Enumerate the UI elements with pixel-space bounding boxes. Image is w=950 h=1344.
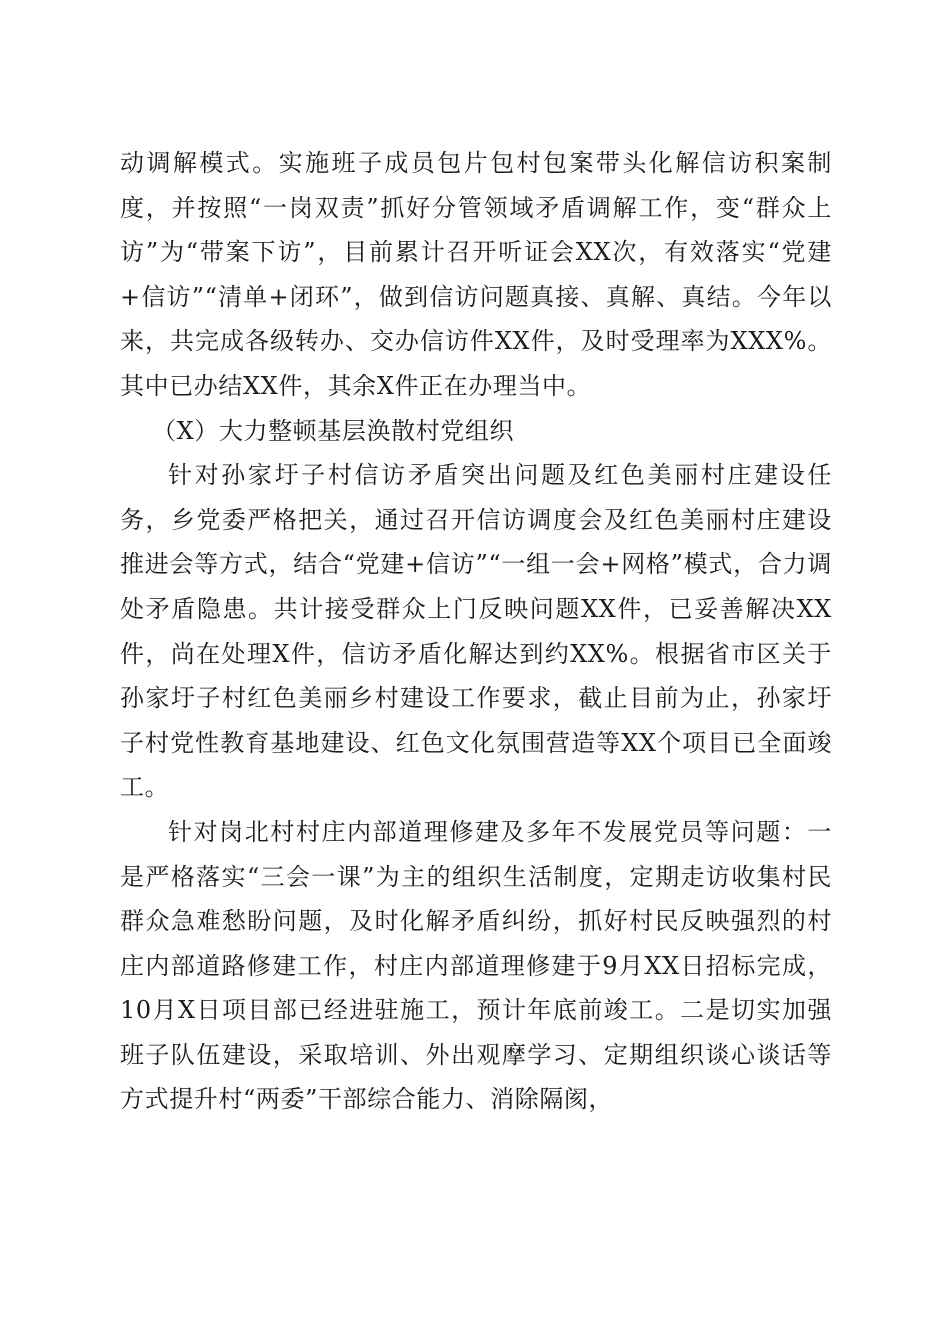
- paragraph-gangbei-village: 针对岗北村村庄内部道理修建及多年不发展党员等问题：一是严格落实“三会一课”为主的组织生活制度，定期走访收集村民群众急难愁盼问题，及时化解矛盾纠纷，抓好村民反映强烈的村庄内部道路修建工作，村庄内部道理修建于9月XX日招标完成，10月X日项目部已经进驻施工，预计年底前竣工。二是切实加强班子队伍建设，采取培训、外出观摩学习、定期组织谈心谈话等方式提升村“两委”干部综合能力、消除隔阂，: [120, 817, 832, 1114]
- paragraph-mediation-mode: 动调解模式。实施班子成员包片包村包案带头化解信访积案制度，并按照“一岗双责”抓好分管领域矛盾调解工作，变“群众上访”为“带案下访”，目前累计召开听证会XX次，有效落实“党建+信访”“清单+闭环”，做到信访问题真接、真解、真结。今年以来，共完成各级转办、交办信访件XX件，及时受理率为XXX%。其中已办结XX件，其余X件正在办理当中。: [120, 149, 832, 400]
- document-body: [120, 141, 832, 1122]
- section-heading: （X）大力整顿基层涣散村党组织: [152, 416, 515, 445]
- paragraph-sunjiaweizi-village: 针对孙家圩子村信访矛盾突出问题及红色美丽村庄建设任务，乡党委严格把关，通过召开信访调度会及红色美丽村庄建设推进会等方式，结合“党建+信访”“一组一会+网格”模式，合力调处矛盾隐患。共计接受群众上门反映问题XX件，已妥善解决XX件，尚在处理X件，信访矛盾化解达到约XX%。根据省市区关于孙家圩子村红色美丽乡村建设工作要求，截止目前为止，孙家圩子村党性教育基地建设、红色文化氛围营造等XX个项目已全面竣工。: [120, 461, 832, 802]
